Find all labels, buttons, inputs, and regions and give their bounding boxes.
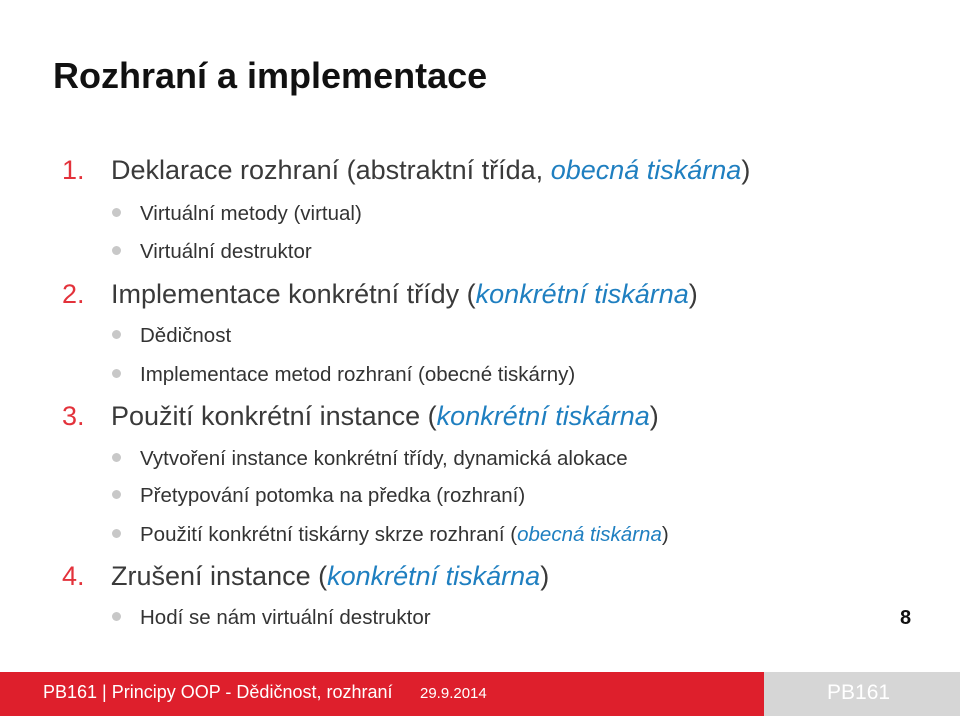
list-item-4: [62, 561, 549, 592]
sub-item-text: Vytvoření instance konkrétní třídy, dynamická alokace: [140, 447, 628, 470]
item-text: Zrušení instance (: [111, 561, 328, 591]
sub-item-close: ): [661, 523, 669, 546]
sub-item-text: Přetypování potomka na předka (rozhraní): [140, 484, 526, 507]
sub-item-highlight: obecná tiskárna: [517, 523, 662, 546]
item-highlight: konkrétní tiskárna: [475, 279, 689, 309]
bullet-icon: [112, 330, 121, 339]
sub-item-3-1: [112, 447, 628, 471]
item-number: 3.: [62, 401, 85, 431]
list-item-2: [62, 279, 698, 310]
footer-course-code: PB161: [827, 681, 891, 704]
footer-date: 29.9.2014: [420, 685, 487, 702]
sub-item-2-2: [112, 363, 575, 387]
list-item-3: [62, 401, 659, 432]
sub-item-text: Implementace metod rozhraní (obecné tiskárny): [140, 363, 576, 386]
sub-item-text: Použití konkrétní tiskárny skrze rozhraní (: [140, 523, 518, 546]
sub-item-1-2: [112, 240, 312, 264]
list-item-1: [62, 155, 750, 186]
footer-bar: [0, 672, 764, 716]
bullet-icon: [112, 490, 121, 499]
bullet-icon: [112, 208, 121, 217]
sub-item-text: Virtuální destruktor: [140, 240, 312, 263]
sub-item-text: Virtuální metody (virtual): [140, 202, 362, 225]
item-close: ): [688, 279, 698, 309]
sub-item-1-1: [112, 202, 362, 226]
item-number: 4.: [62, 561, 85, 591]
bullet-icon: [112, 612, 121, 621]
sub-item-text: Dědičnost: [140, 324, 232, 347]
bullet-icon: [112, 453, 121, 462]
sub-item-4-1: [112, 606, 431, 630]
item-text: Použití konkrétní instance (: [111, 401, 437, 431]
bullet-icon: [112, 529, 121, 538]
sub-item-3-2: [112, 484, 525, 508]
footer-course-text: PB161 | Principy OOP - Dědičnost, rozhraní: [43, 682, 393, 702]
item-number: 1.: [62, 155, 85, 185]
item-number: 2.: [62, 279, 85, 309]
footer-code-block: [764, 672, 960, 716]
sub-item-text: Hodí se nám virtuální destruktor: [140, 606, 431, 629]
item-close: ): [540, 561, 550, 591]
sub-item-3-3: [112, 523, 669, 547]
item-text: Deklarace rozhraní (abstraktní třída,: [111, 155, 551, 185]
item-close: ): [649, 401, 659, 431]
bullet-icon: [112, 246, 121, 255]
item-text: Implementace konkrétní třídy (: [111, 279, 476, 309]
sub-item-2-1: [112, 324, 231, 348]
bullet-icon: [112, 369, 121, 378]
page-number: 8: [900, 607, 912, 629]
item-highlight: obecná tiskárna: [550, 155, 742, 185]
item-close: ): [741, 155, 751, 185]
item-highlight: konkrétní tiskárna: [327, 561, 541, 591]
item-highlight: konkrétní tiskárna: [436, 401, 650, 431]
slide-title: Rozhraní a implementace: [53, 55, 488, 96]
